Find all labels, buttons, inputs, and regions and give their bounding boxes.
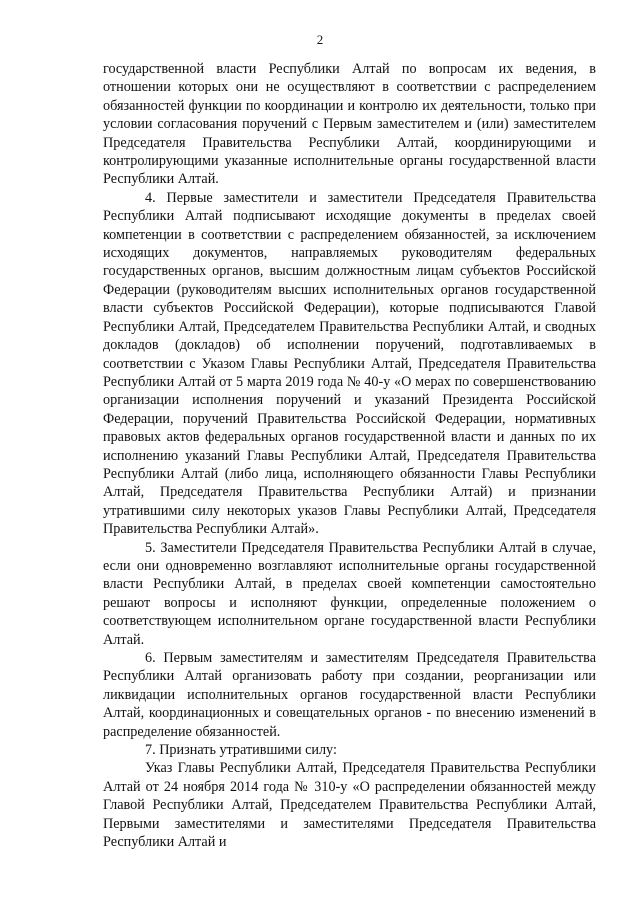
- paragraph: 5. Заместители Председателя Правительства Республики Алтай в случае, если они одновременно возглавляют исполнительные органы государственной власти Республики Алтай, в пределах своей компетенции самостоятельно решают вопросы и исполняют функции, определенные положением о соответствующем исполнительном органе государственной власти Республики Алтай.: [103, 539, 596, 648]
- page-number: 2: [316, 32, 324, 47]
- paragraph: Указ Главы Республики Алтай, Председателя Правительства Республики Алтай от 24 ноября 2014 года № 310-у «О распределении обязанностей между Главой Республики Алтай, Председателем Правительства Республики Алтай, Первыми заместителями и заместителями Председателя Правительства Республики Алтай и: [103, 760, 596, 851]
- document-body: [103, 60, 596, 851]
- paragraph: 4. Первые заместители и заместители Председателя Правительства Республики Алтай подписывают исходящие документы в пределах своей компетенции в соответствии с распределением обязанностей, за исключением исходящих документов, направляемых руководителям федеральных государственных органов, высшим должностным лицам субъектов Российской Федерации (руководителям высших исполнительных органов государственной власти субъектов Российской Федерации), которые подписываются Главой Республики Алтай, Председателем Правительства Республики Алтай, и сводных докладов (докладов) об исполнении поручений, подготавливаемых в соответствии с Указом Главы Республики Алтай, Председателя Правительства Республики Алтай от 5 марта 2019 года № 40-у «О мерах по совершенствованию организации исполнения поручений и указаний Президента Российской Федерации, поручений Правительства Российской Федерации, нормативных правовых актов федеральных органов государственной власти и данных по их исполнению указаний Главы Республики Алтай, Председателя Правительства Республики Алтай (либо лица, исполняющего обязанности Главы Республики Алтай, Председателя Правительства Республики Алтай) и признании утратившими силу некоторых указов Главы Республики Алтай, Председателя Правительства Республики Алтай».: [103, 189, 596, 538]
- paragraph: 7. Признать утратившими силу:: [145, 742, 337, 759]
- paragraph: государственной власти Республики Алтай по вопросам их ведения, в отношении которых они не осуществляют в соответствии с распределением обязанностей функции по координации и контролю их деятельности, только при условии согласования поручений с Первым заместителем и (или) заместителем Председателя Правительства Республики Алтай, координирующими и контролирующими указанные исполнительные органы государственной власти Республики Алтай.: [103, 61, 596, 188]
- paragraph: 6. Первым заместителям и заместителям Председателя Правительства Республики Алтай организовать работу при создании, реорганизации или ликвидации исполнительных органов государственной власти Республики Алтай, координационных и совещательных органов - по внесению изменений в распределение обязанностей.: [103, 650, 596, 740]
